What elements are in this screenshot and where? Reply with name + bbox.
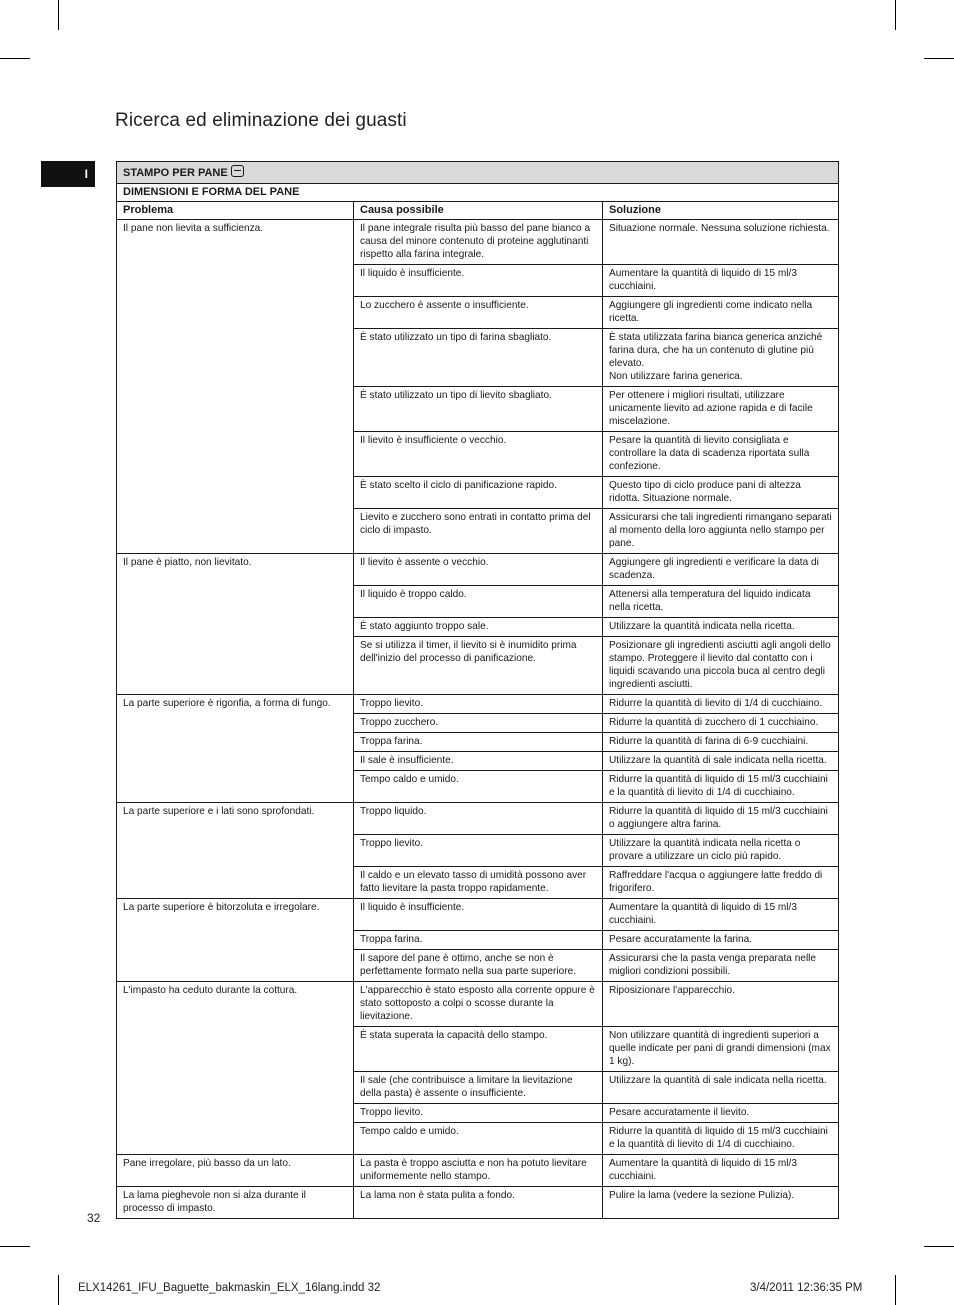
cause-cell: È stato scelto il ciclo di panificazione rapido.: [354, 477, 603, 509]
cause-cell: Troppo lievito.: [354, 695, 603, 714]
solution-cell: Pulire la lama (vedere la sezione Pulizia).: [603, 1187, 839, 1219]
solution-cell: Aggiungere gli ingredienti e verificare la data di scadenza.: [603, 554, 839, 586]
solution-cell: Ridurre la quantità di liquido di 15 ml/3 cucchiaini e la quantità di lievito di 1/4 di cucchiaino.: [603, 1123, 839, 1155]
problem-cell: L'impasto ha ceduto durante la cottura.: [117, 982, 354, 1155]
solution-cell: Assicurarsi che tali ingredienti rimangano separati al momento della loro aggiunta nello stampo per pane.: [603, 509, 839, 554]
solution-cell: Pesare accuratamente il lievito.: [603, 1104, 839, 1123]
solution-cell: Aggiungere gli ingredienti come indicato nella ricetta.: [603, 297, 839, 329]
footer-filename: ELX14261_IFU_Baguette_bakmaskin_ELX_16lang.indd 32: [78, 1282, 381, 1294]
page-number: 32: [87, 1211, 101, 1225]
cause-cell: Troppa farina.: [354, 931, 603, 950]
solution-cell: Posizionare gli ingredienti asciutti agli angoli dello stampo. Proteggere il lievito dal contatto con i liquidi scavando una piccola buca al centro degli ingredienti asciutti.: [603, 637, 839, 695]
cause-cell: Lievito e zucchero sono entrati in contatto prima del ciclo di impasto.: [354, 509, 603, 554]
solution-cell: Utilizzare la quantità indicata nella ricetta.: [603, 618, 839, 637]
problem-cell: La lama pieghevole non si alza durante il processo di impasto.: [117, 1187, 354, 1219]
table-row: [117, 554, 839, 586]
table-row: [117, 695, 839, 714]
cause-cell: Tempo caldo e umido.: [354, 1123, 603, 1155]
solution-cell: Aumentare la quantità di liquido di 15 ml/3 cucchiaini.: [603, 899, 839, 931]
solution-cell: Per ottenere i migliori risultati, utilizzare unicamente lievito ad azione rapida e di facile miscelazione.: [603, 387, 839, 432]
solution-cell: Aumentare la quantità di liquido di 15 ml/3 cucchiaini.: [603, 265, 839, 297]
solution-cell: Situazione normale. Nessuna soluzione richiesta.: [603, 220, 839, 265]
subsection-header-row: [117, 184, 839, 202]
cause-cell: Se si utilizza il timer, il lievito si è inumidito prima dell'inizio del processo di panificazione.: [354, 637, 603, 695]
crop-mark: [0, 1246, 30, 1247]
solution-cell: Ridurre la quantità di farina di 6-9 cucchiaini.: [603, 733, 839, 752]
table-row: [117, 982, 839, 1027]
table-row: [117, 899, 839, 931]
crop-mark: [895, 0, 896, 30]
table-row: [117, 803, 839, 835]
cause-cell: È stato utilizzato un tipo di farina sbagliato.: [354, 329, 603, 387]
footer-date: 3/4/2011 12:36:35 PM: [750, 1282, 863, 1294]
solution-cell: Pesare accuratamente la farina.: [603, 931, 839, 950]
solution-cell: Utilizzare la quantità indicata nella ricetta o provare a utilizzare un ciclo più rapido.: [603, 835, 839, 867]
cause-cell: È stato aggiunto troppo sale.: [354, 618, 603, 637]
bread-pan-icon: [231, 165, 244, 177]
cause-cell: La pasta è troppo asciutta e non ha potuto lievitare uniformemente nello stampo.: [354, 1155, 603, 1187]
crop-mark: [0, 58, 30, 59]
language-tab: I: [41, 161, 95, 187]
table-row: [117, 1155, 839, 1187]
crop-mark: [58, 1275, 59, 1305]
cause-cell: Il liquido è insufficiente.: [354, 265, 603, 297]
section-header: [117, 162, 839, 184]
solution-cell: Ridurre la quantità di zucchero di 1 cucchiaino.: [603, 714, 839, 733]
solution-cell: Utilizzare la quantità di sale indicata nella ricetta.: [603, 1072, 839, 1104]
cause-cell: Lo zucchero è assente o insufficiente.: [354, 297, 603, 329]
crop-mark: [924, 1246, 954, 1247]
cause-cell: Tempo caldo e umido.: [354, 771, 603, 803]
solution-cell: Ridurre la quantità di liquido di 15 ml/3 cucchiaini e la quantità di lievito di 1/4 di cucchiaino.: [603, 771, 839, 803]
cause-cell: Il sapore del pane è ottimo, anche se non è perfettamente formato nella sua parte superiore.: [354, 950, 603, 982]
solution-cell: Riposizionare l'apparecchio.: [603, 982, 839, 1027]
crop-mark: [895, 1275, 896, 1305]
cause-cell: Il pane integrale risulta più basso del pane bianco a causa del minore contenuto di proteine agglutinanti rispetto alla farina integrale.: [354, 220, 603, 265]
section-title: STAMPO PER PANE: [123, 167, 228, 179]
cause-cell: Troppo lievito.: [354, 835, 603, 867]
cause-cell: Il liquido è insufficiente.: [354, 899, 603, 931]
cause-cell: Il lievito è insufficiente o vecchio.: [354, 432, 603, 477]
crop-mark: [924, 58, 954, 59]
problem-cell: Il pane non lievita a sufficienza.: [117, 220, 354, 554]
table-body: [117, 220, 839, 1219]
solution-cell: Pesare la quantità di lievito consigliata e controllare la data di scadenza riportata sulla confezione.: [603, 432, 839, 477]
problem-cell: Il pane è piatto, non lievitato.: [117, 554, 354, 695]
cause-cell: Troppo zucchero.: [354, 714, 603, 733]
cause-cell: L'apparecchio è stato esposto alla corrente oppure è stato sottoposto a colpi o scosse durante la lievitazione.: [354, 982, 603, 1027]
cause-cell: Troppa farina.: [354, 733, 603, 752]
problem-cell: La parte superiore e i lati sono sprofondati.: [117, 803, 354, 899]
cause-cell: Il sale è insufficiente.: [354, 752, 603, 771]
cause-cell: Troppo liquido.: [354, 803, 603, 835]
solution-cell: Ridurre la quantità di lievito di 1/4 di cucchiaino.: [603, 695, 839, 714]
solution-cell: Utilizzare la quantità di sale indicata nella ricetta.: [603, 752, 839, 771]
problem-cell: La parte superiore è rigonfia, a forma di fungo.: [117, 695, 354, 803]
table-row: [117, 1187, 839, 1219]
column-header-problem: Problema: [117, 202, 354, 220]
subsection-title: DIMENSIONI E FORMA DEL PANE: [117, 184, 839, 202]
solution-cell: Ridurre la quantità di liquido di 15 ml/3 cucchiaini o aggiungere altra farina.: [603, 803, 839, 835]
column-header-row: [117, 202, 839, 220]
page-title: Ricerca ed eliminazione dei guasti: [115, 110, 407, 131]
column-header-solution: Soluzione: [603, 202, 839, 220]
cause-cell: È stata superata la capacità dello stampo.: [354, 1027, 603, 1072]
crop-mark: [58, 0, 59, 30]
solution-cell: Assicurarsi che la pasta venga preparata nelle migliori condizioni possibili.: [603, 950, 839, 982]
solution-cell: Questo tipo di ciclo produce pani di altezza ridotta. Situazione normale.: [603, 477, 839, 509]
cause-cell: Il sale (che contribuisce a limitare la lievitazione della pasta) è assente o insufficiente.: [354, 1072, 603, 1104]
solution-cell: Non utilizzare quantità di ingredienti superiori a quelle indicate per pani di grandi dimensioni (max 1 kg).: [603, 1027, 839, 1072]
solution-cell: Attenersi alla temperatura del liquido indicata nella ricetta.: [603, 586, 839, 618]
cause-cell: La lama non è stata pulita a fondo.: [354, 1187, 603, 1219]
troubleshooting-table: [116, 161, 839, 1219]
solution-cell: Aumentare la quantità di liquido di 15 ml/3 cucchiaini.: [603, 1155, 839, 1187]
cause-cell: Troppo lievito.: [354, 1104, 603, 1123]
cause-cell: Il liquido è troppo caldo.: [354, 586, 603, 618]
column-header-cause: Causa possibile: [354, 202, 603, 220]
cause-cell: Il lievito è assente o vecchio.: [354, 554, 603, 586]
table-row: [117, 220, 839, 265]
cause-cell: È stato utilizzato un tipo di lievito sbagliato.: [354, 387, 603, 432]
problem-cell: Pane irregolare, più basso da un lato.: [117, 1155, 354, 1187]
problem-cell: La parte superiore è bitorzoluta e irregolare.: [117, 899, 354, 982]
cause-cell: Il caldo e un elevato tasso di umidità possono aver fatto lievitare la pasta troppo rapidamente.: [354, 867, 603, 899]
solution-cell: È stata utilizzata farina bianca generica anziché farina dura, che ha un contenuto di glutine più elevato. Non utilizzare farina generica.: [603, 329, 839, 387]
section-header-row: [117, 162, 839, 184]
solution-cell: Raffreddare l'acqua o aggiungere latte freddo di frigorifero.: [603, 867, 839, 899]
